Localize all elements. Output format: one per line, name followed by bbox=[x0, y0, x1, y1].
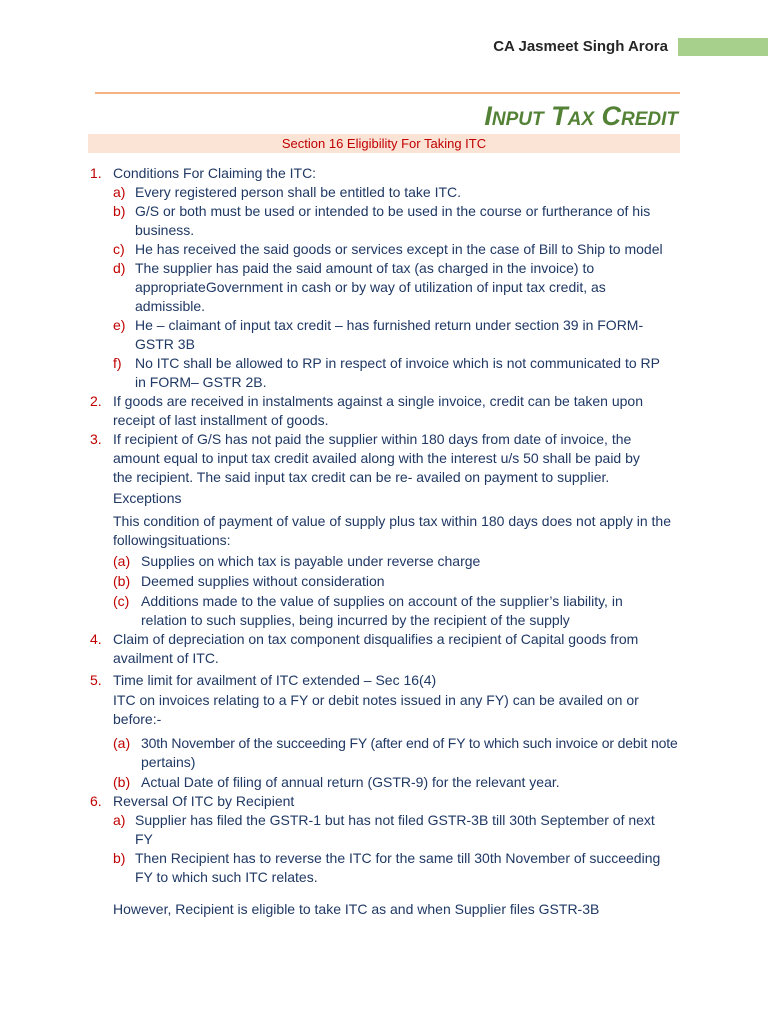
section-heading: Section 16 Eligibility For Taking ITC bbox=[281, 136, 487, 151]
exception-b bbox=[0, 572, 768, 591]
exception-text: Deemed supplies without consideration bbox=[141, 573, 385, 589]
point-text: the recipient. The said input tax credit can be re- availed on payment to supplier. bbox=[113, 469, 610, 485]
condition-text: in FORM– GSTR 2B. bbox=[135, 374, 267, 390]
time-limit-a bbox=[0, 734, 768, 772]
author-name: CA Jasmeet Singh Arora bbox=[493, 38, 668, 55]
condition-text: He – claimant of input tax credit – has furnished return under section 39 in FORM- bbox=[135, 317, 644, 333]
point-text: Conditions For Claiming the ITC: bbox=[113, 165, 317, 181]
condition-label: b) bbox=[113, 203, 126, 219]
exceptions-intro-text: followingsituations: bbox=[113, 532, 231, 548]
point-text: amount equal to input tax credit availed along with the interest u/s 50 shall be paid by bbox=[113, 450, 640, 466]
exception-label: (c) bbox=[113, 593, 130, 609]
condition-d bbox=[0, 259, 768, 316]
reversal-text: Supplier has filed the GSTR-1 but has not filed GSTR-3B till 30th September of next bbox=[135, 812, 655, 828]
point-5 bbox=[0, 671, 768, 690]
time-limit-b bbox=[0, 773, 768, 792]
point-text: If recipient of G/S has not paid the supplier within 180 days from date of invoice, the bbox=[113, 431, 632, 447]
page-title: Input Tax Credit bbox=[484, 101, 678, 131]
point-number: 5. bbox=[90, 672, 102, 688]
condition-text: admissible. bbox=[135, 298, 206, 314]
exceptions-heading bbox=[0, 489, 768, 508]
point-number: 6. bbox=[90, 793, 102, 809]
condition-label: a) bbox=[113, 184, 126, 200]
exceptions-intro bbox=[0, 512, 768, 550]
exception-label: (b) bbox=[113, 573, 131, 589]
time-limit-label: (b) bbox=[113, 774, 131, 790]
condition-c bbox=[0, 240, 768, 259]
point-3 bbox=[0, 430, 768, 487]
point-number: 3. bbox=[90, 431, 102, 447]
reversal-b bbox=[0, 849, 768, 887]
condition-text: business. bbox=[135, 222, 195, 238]
time-limit-text: 30th November of the succeeding FY (after end of FY to which such invoice or debit note bbox=[141, 735, 678, 751]
condition-f bbox=[0, 354, 768, 392]
condition-text: G/S or both must be used or intended to be used in the course or furtherance of his bbox=[135, 203, 651, 219]
point-2 bbox=[0, 392, 768, 430]
exception-text: relation to such supplies, being incurred by the recipient of the supply bbox=[141, 612, 570, 628]
time-limit-text: pertains) bbox=[141, 754, 196, 770]
exception-a bbox=[0, 552, 768, 571]
point-6 bbox=[0, 792, 768, 811]
exception-c bbox=[0, 592, 768, 630]
time-limit-text: Actual Date of filing of annual return (GSTR-9) for the relevant year. bbox=[141, 774, 560, 790]
point-text: availment of ITC. bbox=[113, 650, 219, 666]
point-4 bbox=[0, 630, 768, 668]
exception-label: (a) bbox=[113, 553, 131, 569]
condition-label: f) bbox=[113, 355, 122, 371]
point-1 bbox=[0, 164, 768, 183]
condition-text: He has received the said goods or services except in the case of Bill to Ship to model bbox=[135, 241, 663, 257]
point-text: Time limit for availment of ITC extended – Sec 16(4) bbox=[113, 672, 437, 688]
point-number: 2. bbox=[90, 393, 102, 409]
condition-b bbox=[0, 202, 768, 240]
exceptions-intro-text: This condition of payment of value of supply plus tax within 180 days does not apply in the bbox=[113, 513, 672, 529]
condition-label: d) bbox=[113, 260, 126, 276]
point-body-text: ITC on invoices relating to a FY or debit notes issued in any FY) can be availed on or bbox=[113, 692, 639, 708]
point-body-text: before:- bbox=[113, 711, 162, 727]
document-body bbox=[0, 164, 768, 919]
condition-label: c) bbox=[113, 241, 125, 257]
condition-e bbox=[0, 316, 768, 354]
reversal-text: Then Recipient has to reverse the ITC for the same till 30th November of succeeding bbox=[135, 850, 661, 866]
header-rule bbox=[95, 92, 680, 94]
reversal-a bbox=[0, 811, 768, 849]
point-text: Claim of depreciation on tax component disqualifies a recipient of Capital goods from bbox=[113, 631, 639, 647]
condition-text: appropriateGovernment in cash or by way of utilization of input tax credit, as bbox=[135, 279, 606, 295]
condition-a bbox=[0, 183, 768, 202]
condition-text: Every registered person shall be entitled to take ITC. bbox=[135, 184, 462, 200]
closing-note bbox=[0, 900, 768, 919]
exceptions-heading-text: Exceptions bbox=[113, 490, 182, 506]
exception-text: Additions made to the value of supplies on account of the supplier’s liability, in bbox=[141, 593, 623, 609]
point-5-body bbox=[0, 691, 768, 729]
reversal-text: FY bbox=[135, 831, 153, 847]
reversal-text: FY to which such ITC relates. bbox=[135, 869, 318, 885]
point-text: receipt of last installment of goods. bbox=[113, 412, 329, 428]
section-heading-bar bbox=[88, 134, 680, 153]
reversal-label: a) bbox=[113, 812, 126, 828]
condition-text: No ITC shall be allowed to RP in respect of invoice which is not communicated to RP bbox=[135, 355, 660, 371]
header-accent-bar bbox=[678, 38, 768, 56]
point-text: If goods are received in instalments against a single invoice, credit can be taken upon bbox=[113, 393, 643, 409]
condition-text: GSTR 3B bbox=[135, 336, 195, 352]
time-limit-label: (a) bbox=[113, 735, 131, 751]
closing-note-text: However, Recipient is eligible to take ITC as and when Supplier files GSTR-3B bbox=[113, 901, 600, 917]
condition-text: The supplier has paid the said amount of tax (as charged in the invoice) to bbox=[135, 260, 595, 276]
reversal-label: b) bbox=[113, 850, 126, 866]
exception-text: Supplies on which tax is payable under reverse charge bbox=[141, 553, 481, 569]
point-number: 1. bbox=[90, 165, 102, 181]
condition-label: e) bbox=[113, 317, 126, 333]
point-text: Reversal Of ITC by Recipient bbox=[113, 793, 295, 809]
point-number: 4. bbox=[90, 631, 102, 647]
